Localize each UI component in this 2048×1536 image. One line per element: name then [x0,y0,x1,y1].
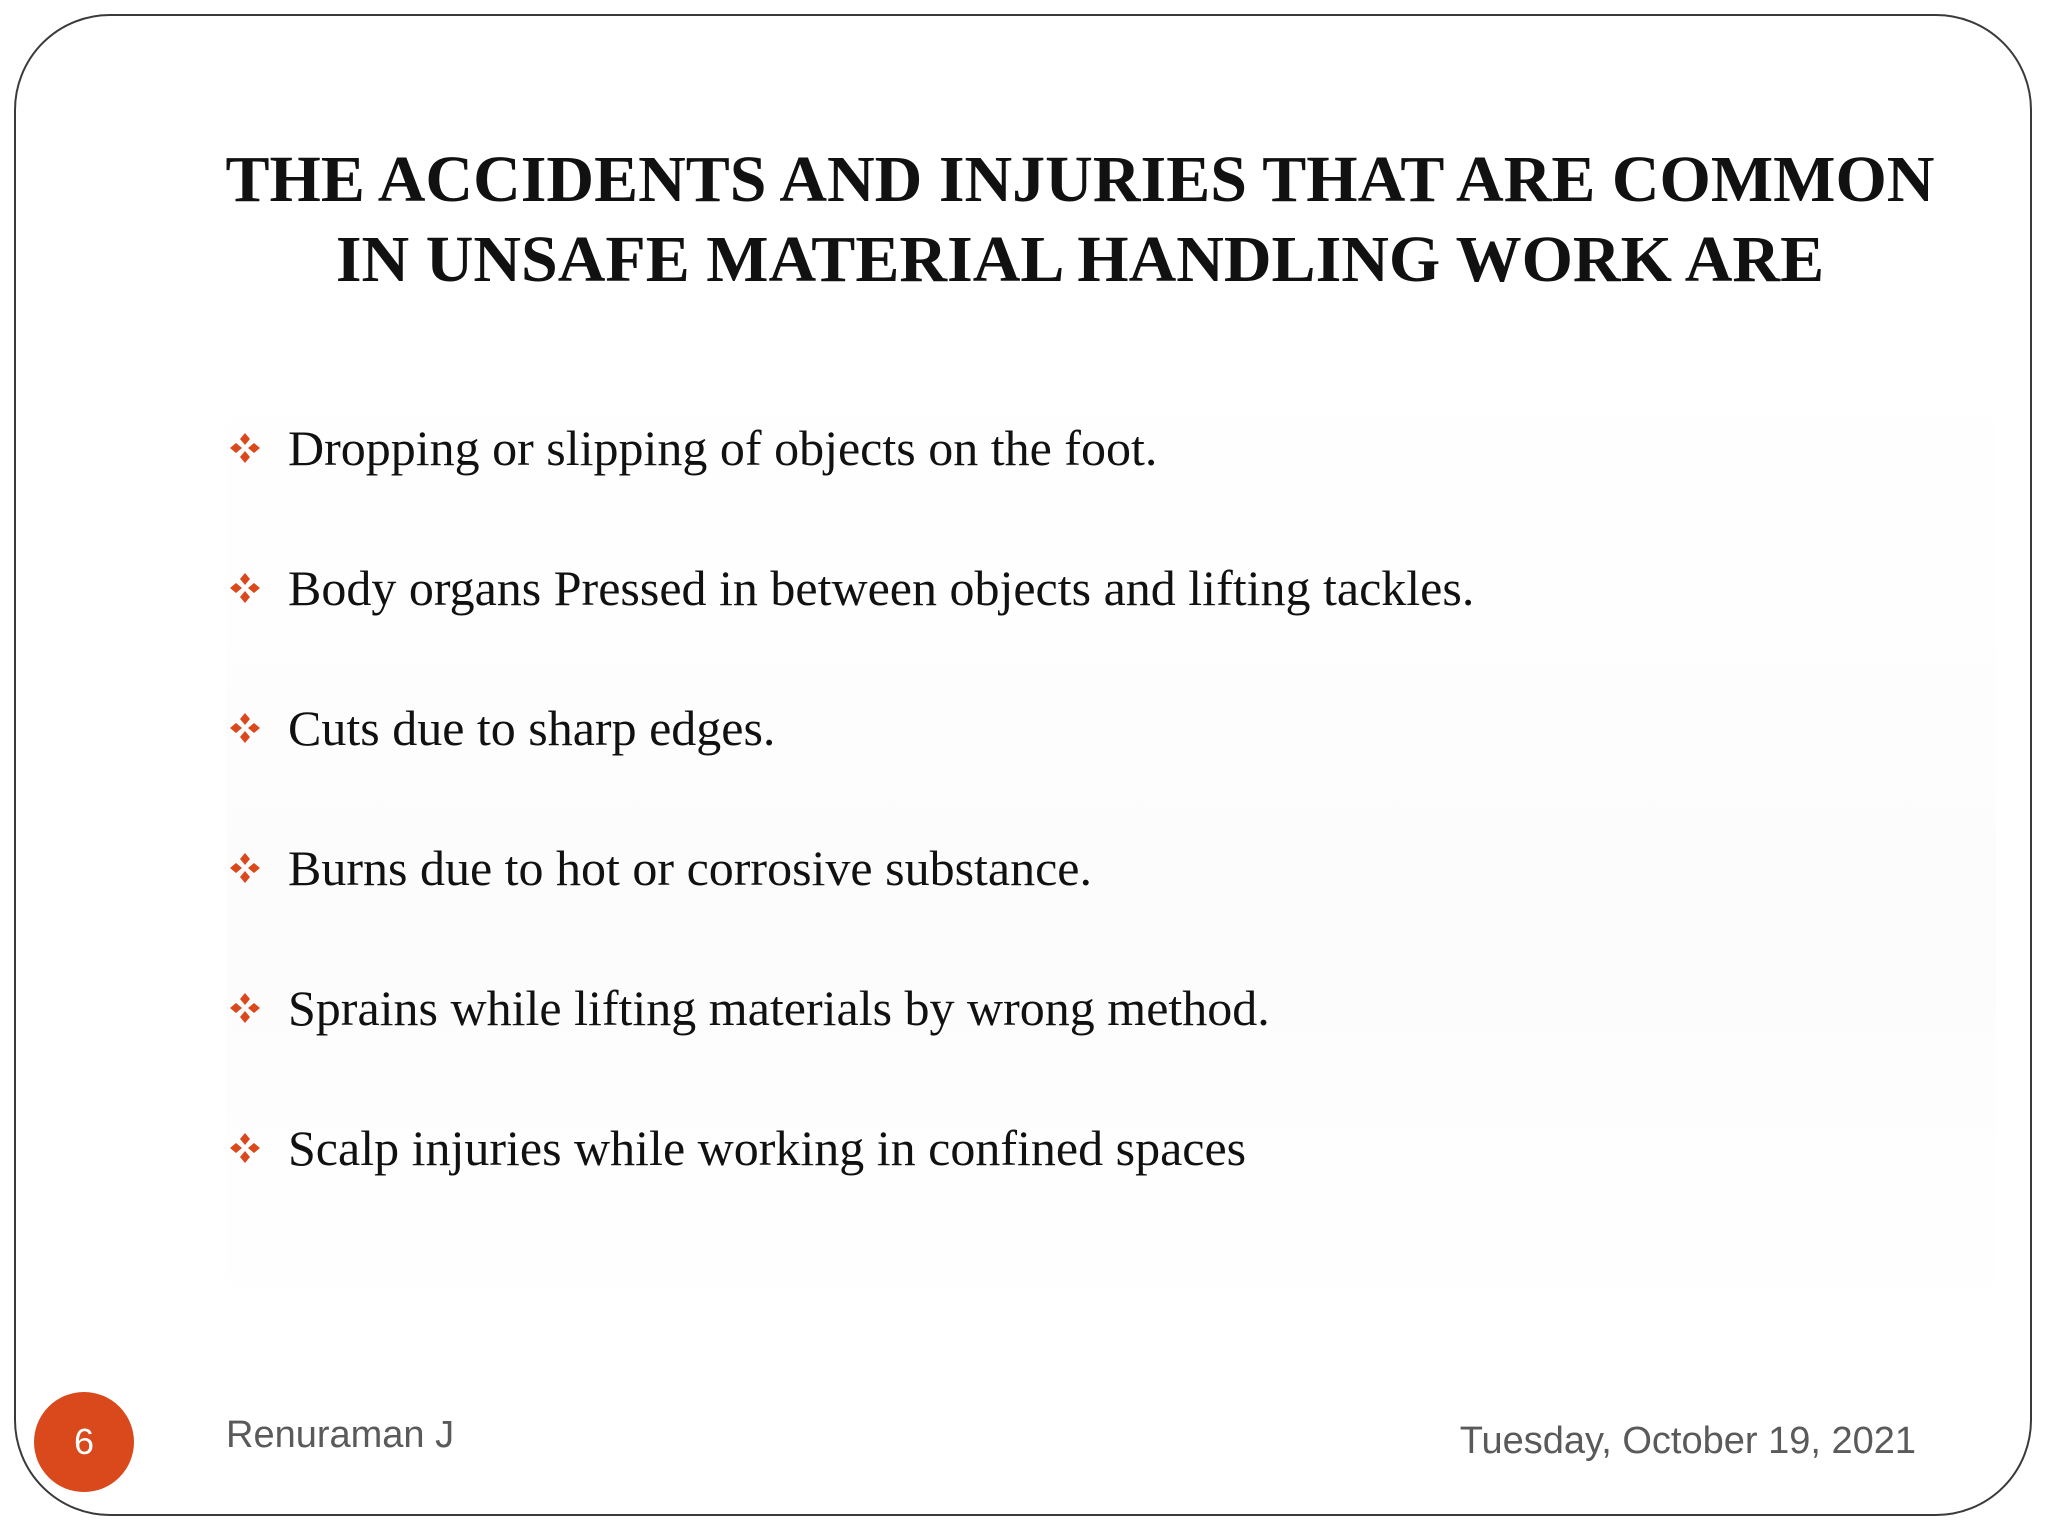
bullet-text: Scalp injuries while working in confined spaces [288,1120,1247,1176]
slide-title-line-1: THE ACCIDENTS AND INJURIES THAT ARE COMMON [225,143,1935,216]
bullet-text: Dropping or slipping of objects on the foot. [288,420,1158,476]
bullet-text: Sprains while lifting materials by wrong method. [288,980,1270,1036]
four-diamond-bullet-icon [228,991,262,1025]
bullet-item [228,378,1474,518]
bullet-text: Body organs Pressed in between objects and lifting tackles. [288,560,1475,616]
footer-author: Renuraman J [226,1414,455,1456]
four-diamond-bullet-icon [228,851,262,885]
bullet-item [228,658,1474,798]
bullet-item [228,518,1474,658]
bullet-item [228,938,1474,1078]
four-diamond-bullet-icon [228,431,262,465]
slide-title [170,140,1990,300]
four-diamond-bullet-icon [228,1131,262,1165]
bullet-item [228,798,1474,938]
bullet-text: Burns due to hot or corrosive substance. [288,840,1093,896]
four-diamond-bullet-icon [228,571,262,605]
four-diamond-bullet-icon [228,711,262,745]
bullet-text: Cuts due to sharp edges. [288,700,776,756]
bullet-item [228,1078,1474,1218]
footer-date: Tuesday, October 19, 2021 [1459,1420,1916,1462]
bullet-list [228,378,1474,1218]
slide-title-line-2: IN UNSAFE MATERIAL HANDLING WORK ARE [335,223,1825,296]
page-number-badge: 6 [34,1392,134,1492]
